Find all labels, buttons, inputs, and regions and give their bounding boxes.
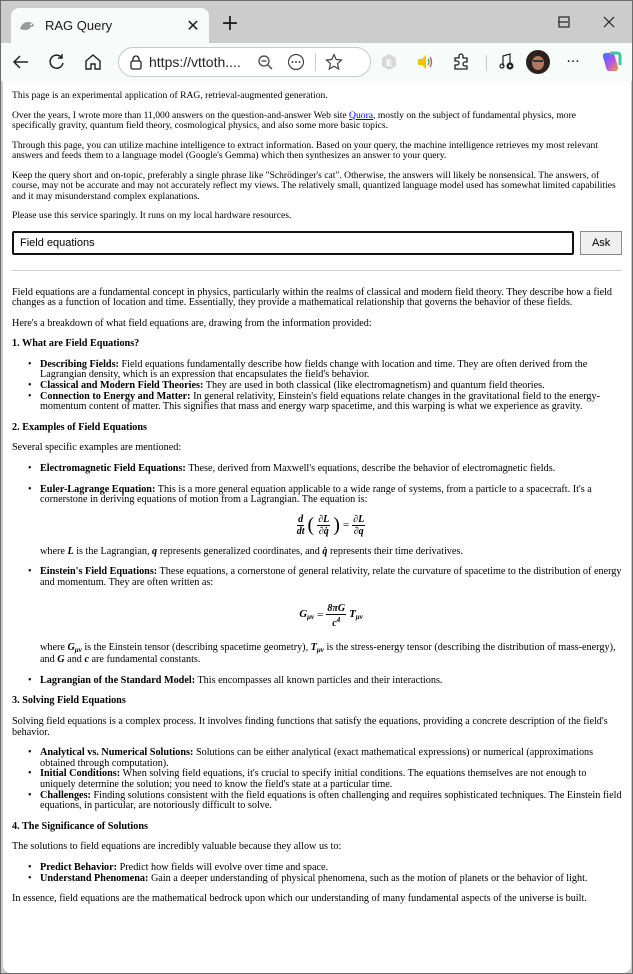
list-item [30, 874, 622, 885]
item-text: Solutions can be either analytical (exact mathematical expressions) or numerical (approximations obtained through computation). [40, 747, 594, 769]
note-text: represents generalized coordinates, and [157, 545, 323, 557]
math-symbol: G [299, 607, 308, 620]
section-heading: 4. The Significance of Solutions [12, 820, 148, 832]
list-item [30, 464, 622, 475]
list-item [30, 748, 622, 769]
extensions-button[interactable] [447, 48, 475, 76]
item-text: These equations, a cornerstone of general relativity, relate the curvature of spacetime to the distribution of energy and momentum. They are often written as: [40, 566, 622, 588]
note-text: is the stress-energy tensor (describing the distribution of mass-energy), and [40, 641, 616, 666]
answer-conclusion: In essence, field equations are the mathematical bedrock upon which our understanding of many fundamental aspects of the universe is built. [12, 893, 587, 905]
answer-section [12, 288, 622, 905]
numerator: d [298, 513, 304, 525]
maximize-icon [558, 16, 570, 28]
chameleon-favicon-icon [19, 19, 35, 33]
refresh-icon [48, 53, 66, 71]
extension-e-icon [381, 53, 397, 71]
math-symbol: q [152, 545, 158, 557]
copilot-button[interactable] [597, 48, 625, 76]
zoom-out-icon[interactable] [257, 54, 273, 70]
section-3-list [12, 748, 622, 812]
fraction [326, 603, 346, 629]
profile-avatar [526, 50, 550, 74]
item-text: Predict how fields will evolve over time and space. [117, 861, 329, 873]
tab-close-icon[interactable]: ✕ [186, 17, 200, 35]
item-text: This is a more general equation applicable to a wide range of systems, from a particle to a spacecraft. It's a cornerstone in deriving equations of motion from a Lagrangian. The equation is: [40, 483, 592, 506]
copilot-icon [600, 51, 622, 73]
fraction [317, 514, 330, 537]
intro-paragraph-2 [12, 111, 622, 132]
answer-intro: Field equations are a fundamental concept in physics, particularly within the realms of classical and modern field theory. They describe how a field changes as a function of location and time. Essentially, they provide a mathematical relationship that governs the behavior of these fields. [12, 286, 613, 309]
browser-toolbar [1, 43, 632, 81]
item-term: Predict Behavior: [40, 861, 118, 873]
intro-text: Over the years, I wrote more than 11,000 answers on the question-and-answer Web site [12, 109, 350, 121]
equation-note [40, 643, 622, 666]
intro-paragraph-1: This page is an experimental application of RAG, retrieval-augmented generation. [12, 90, 328, 101]
math-symbol: G [57, 654, 65, 666]
note-text: are fundamental constants. [88, 654, 201, 666]
fraction [352, 514, 365, 537]
note-text: is the Einstein tensor (describing spacetime geometry), [81, 641, 311, 653]
denominator: ∂q [353, 525, 364, 537]
denominator: ∂q̇ [318, 525, 329, 537]
t-tensor [349, 609, 363, 623]
numerator: ∂L [353, 513, 365, 525]
math-symbol: c [332, 617, 337, 629]
denominator: dt [296, 525, 305, 537]
favorite-star-icon[interactable] [325, 53, 343, 71]
math-symbol: T [310, 641, 317, 653]
quora-link[interactable]: Quora [349, 109, 374, 121]
section-heading: 1. What are Field Equations? [12, 338, 140, 350]
note-text: where [40, 641, 68, 653]
note-text: is the Lagrangian, [73, 545, 153, 557]
item-text: In general relativity, Einstein's field equations relate changes in the gravitational field to the energy-momentum content of matter. This signifies that mass and energy warp spacetime, and this warping is what we experience as gravity. [40, 390, 601, 413]
query-input[interactable] [12, 231, 574, 255]
note-text: and [64, 654, 85, 666]
audio-button[interactable] [411, 48, 439, 76]
query-form [12, 231, 622, 255]
intro-paragraph-3: Through this page, you can utilize machine intelligence to extract information. Based on your query, the machine intelligence retrieves my most relevant answers and feeds them to a language model (Google's Gemma) which then synthesizes an answer to your query. [12, 139, 599, 161]
item-term: Analytical vs. Numerical Solutions: [40, 747, 194, 759]
math-symbol: T [349, 607, 356, 620]
superscript: 4 [336, 615, 341, 624]
url-text[interactable]: https://vttoth.... [149, 54, 241, 70]
section-4-list [12, 863, 622, 884]
subscript: μν [355, 612, 363, 621]
note-text: represents their time derivatives. [327, 545, 463, 557]
note-text: where [40, 545, 68, 557]
item-text: These, derived from Maxwell's equations, describe the behavior of electromagnetic fields. [185, 463, 556, 475]
extensions-puzzle-icon [452, 53, 470, 71]
subscript: μν [316, 645, 324, 654]
equals-sign: = [317, 609, 324, 622]
item-term: Electromagnetic Field Equations: [40, 463, 186, 475]
item-term: Challenges: [40, 789, 91, 801]
answer-breakdown: Here's a breakdown of what field equations are, drawing from the information provided: [12, 317, 372, 329]
home-button[interactable] [79, 48, 107, 76]
address-bar[interactable] [118, 47, 371, 77]
euler-lagrange-equation [40, 514, 622, 537]
list-item [30, 769, 622, 790]
item-text: Field equations fundamentally describe how fields change with location and time. They are often derived from the Lagrangian density, which is an expression that encapsulates the field's behavior. [40, 358, 588, 381]
toolbar-separator [486, 55, 487, 71]
refresh-button[interactable] [43, 48, 71, 76]
g-tensor [299, 609, 314, 623]
equation-note [40, 547, 622, 558]
close-window-button[interactable] [589, 9, 629, 35]
svg-text:E: E [386, 59, 393, 69]
list-item [30, 485, 622, 558]
math-symbol: c [84, 654, 89, 666]
section-intro: The solutions to field equations are incredibly valuable because they allow us to: [12, 841, 342, 853]
item-term: Understand Phenomena: [40, 872, 149, 884]
ask-button[interactable]: Ask [580, 231, 622, 255]
paren: ) [333, 514, 340, 537]
item-text: When solving field equations, it's crucial to specify initial conditions. The equations themselves are not enough to uniquely determine the solution; you need to know the field's state at a particular time. [40, 768, 587, 790]
item-text: Gain a deeper understanding of physical phenomena, such as the motion of planets or the behavior of light. [148, 872, 588, 884]
page-viewport[interactable] [3, 81, 631, 973]
more-options-icon[interactable] [287, 53, 305, 71]
item-text: They are used in both classical (like electromagnetism) and quantum field theories. [203, 380, 545, 392]
tab-strip [1, 1, 632, 43]
item-term: Classical and Modern Field Theories: [40, 380, 204, 392]
item-term: Lagrangian of the Standard Model: [40, 674, 196, 686]
list-item [30, 676, 622, 687]
math-symbol: L [67, 545, 74, 557]
intro-paragraph-5: Please use this service sparingly. It runs on my local hardware resources. [12, 210, 292, 221]
item-term: Euler-Lagrange Equation: [40, 483, 156, 495]
section-heading: 3. Solving Field Equations [12, 695, 126, 707]
einstein-field-equation [40, 603, 622, 629]
subscript: μν [307, 612, 315, 621]
extension-e-button[interactable] [375, 48, 403, 76]
lock-icon[interactable] [129, 54, 143, 70]
item-term: Describing Fields: [40, 358, 119, 370]
paren: ( [307, 514, 315, 537]
numerator: 8πG [327, 602, 346, 614]
section-2-list [12, 464, 622, 686]
profile-button[interactable] [524, 48, 552, 76]
address-divider [315, 53, 316, 71]
intro-paragraph-4: Keep the query short and on-topic, preferably a single phrase like "Schrödinger's cat". Otherwise, the answers will likely be nonsensical. The answers, of course, may not be accurate and may not accurately reflect my views. The relatively small, quantized language model used has somewhat limited capabilities and it may misunderstand complex explanations. [12, 169, 616, 202]
intro-text: , mostly on the subject of fundamental physics, more specifically gravity, quantum field theory, cosmological physics, and also some more basic topics. [12, 109, 577, 131]
fraction [297, 514, 305, 537]
media-control-button[interactable] [493, 48, 521, 76]
denominator [332, 615, 340, 629]
item-term: Connection to Energy and Matter: [40, 390, 191, 402]
item-term: Einstein's Field Equations: [40, 566, 158, 578]
back-button[interactable] [7, 48, 35, 76]
tab-title: RAG Query [45, 18, 113, 33]
item-text: This encompasses all known particles and their interactions. [195, 674, 443, 686]
section-intro: Solving field equations is a complex process. It involves finding functions that satisfy the equations, providing a concrete description of the field's behavior. [12, 715, 608, 738]
list-item [30, 360, 622, 381]
close-window-icon [603, 16, 615, 28]
item-term: Initial Conditions: [40, 768, 121, 780]
section-intro: Several specific examples are mentioned: [12, 442, 182, 454]
new-tab-button[interactable]: + [220, 10, 240, 36]
subscript: μν [74, 645, 82, 654]
item-text: Finding solutions consistent with the field equations is often challenging and requires sophisticated techniques. The Einstein field equations, in particular, are notoriously difficult to solve. [40, 789, 622, 812]
audio-icon [416, 54, 434, 70]
section-1-list [12, 360, 622, 413]
tab-rag-query[interactable] [11, 8, 209, 43]
list-item [30, 567, 622, 665]
numerator: ∂L [318, 513, 330, 525]
math-symbol: G [67, 641, 75, 653]
divider [12, 270, 622, 271]
list-item [30, 791, 622, 812]
back-icon [12, 53, 30, 71]
section-heading: 2. Examples of Field Equations [12, 421, 148, 433]
math-symbol: q̇ [322, 545, 328, 557]
media-control-icon [498, 53, 516, 71]
maximize-button[interactable] [544, 9, 584, 35]
intro-section [12, 91, 622, 222]
settings-more-button[interactable]: ··· [566, 54, 580, 70]
list-item [30, 392, 622, 413]
equals-sign: = [342, 519, 350, 532]
page-content [3, 81, 631, 905]
home-icon [84, 53, 102, 71]
